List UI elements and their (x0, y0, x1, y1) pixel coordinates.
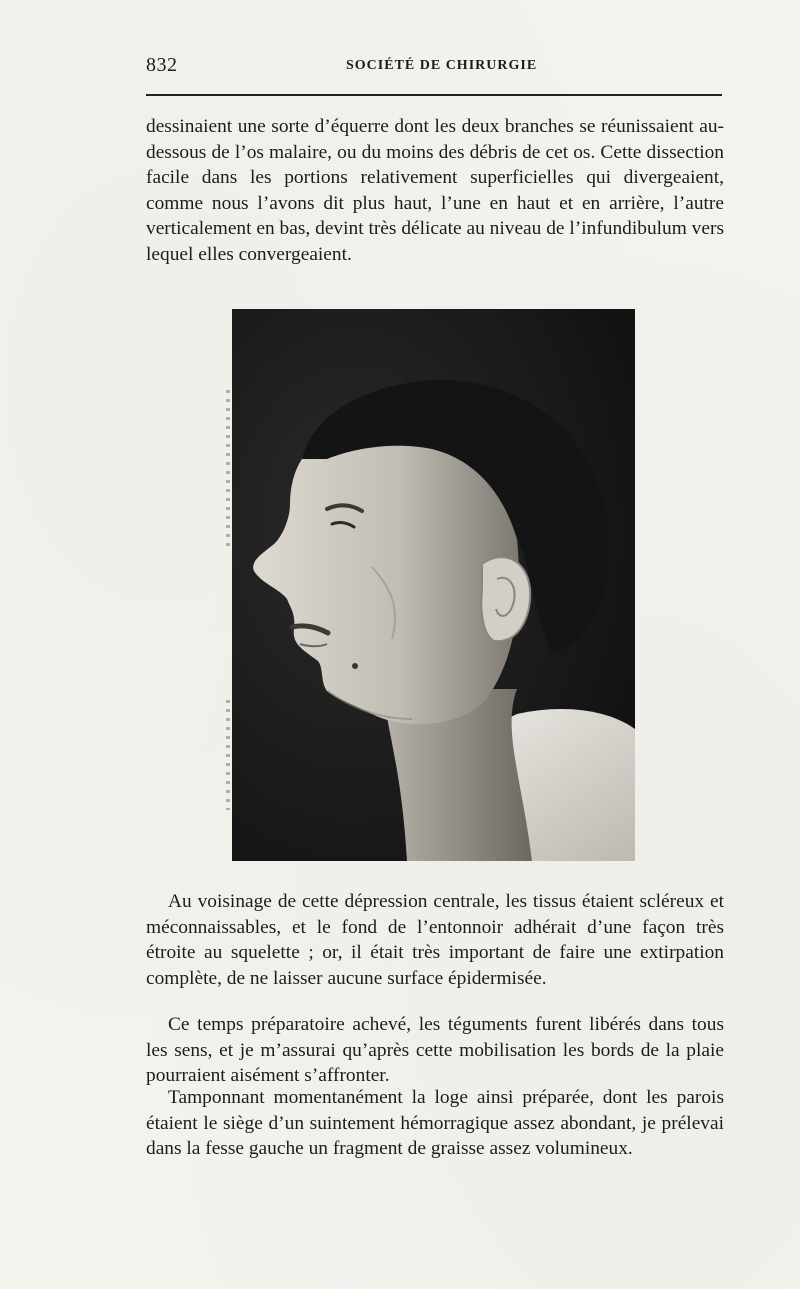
running-head: SOCIÉTÉ DE CHIRURGIE (346, 58, 538, 73)
page-number: 832 (146, 54, 178, 76)
mole-mark (352, 663, 358, 669)
margin-marks (226, 390, 230, 550)
paragraph: Tamponnant momentanément la loge ainsi préparée, dont les parois étaient le siège d’un suintement hémorragique assez abondant, je prélevai dans la fesse gauche un fragment de graisse assez volumineux. (146, 1087, 724, 1160)
paragraph-continued: dessinaient une sorte d’équerre dont les deux branches se réunissaient au-dessous de l’os malaire, ou du moins des débris de cet os. Cette dissection facile dans les portions relativement superficielles qui divergeaient, comme nous l’avons dit plus haut, l’une en haut et en arrière, l’autre verticalement en bas, devint très délicate au niveau de l’infundibulum vers lequel elles convergeaient. (146, 116, 724, 265)
header-rule (146, 94, 722, 96)
portrait-photograph (232, 309, 635, 861)
portrait-image (232, 309, 635, 861)
margin-marks (226, 700, 230, 810)
paragraph: Au voisinage de cette dépression centrale, les tissus étaient scléreux et méconnaissables, et le fond de l’entonnoir adhérait d’une façon très étroite au squelette ; or, il était très important de faire une extirpation complète, de ne laisser aucune surface épidermisée. (146, 891, 724, 989)
page-header (146, 54, 722, 84)
paragraph: Ce temps préparatoire achevé, les téguments furent libérés dans tous les sens, et je m’assurai qu’après cette mobilisation les bords de la plaie pourraient aisément s’affronter. (146, 1014, 724, 1087)
